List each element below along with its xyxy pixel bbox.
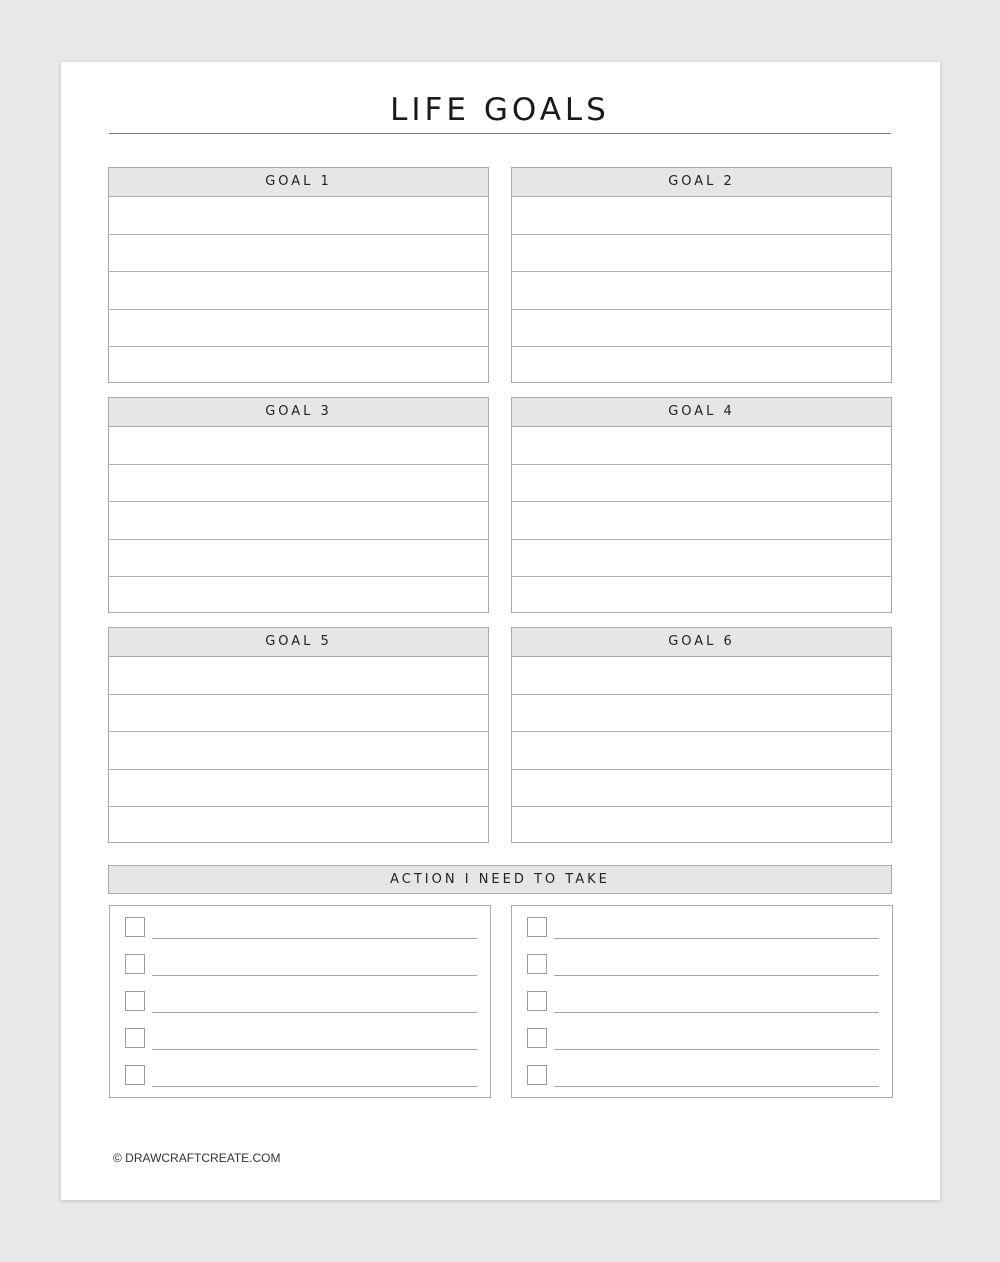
goal-writing-line[interactable]: [512, 807, 891, 845]
goal-writing-line[interactable]: [512, 197, 891, 235]
action-item: [125, 1065, 477, 1087]
checkbox[interactable]: [527, 954, 547, 974]
action-writing-line[interactable]: [152, 1049, 477, 1050]
goal-writing-line[interactable]: [109, 770, 488, 808]
goal-writing-line[interactable]: [109, 427, 488, 465]
goal-writing-line[interactable]: [512, 235, 891, 273]
action-writing-line[interactable]: [554, 1086, 879, 1087]
goal-writing-line[interactable]: [109, 657, 488, 695]
goal-writing-line[interactable]: [512, 427, 891, 465]
goal-writing-line[interactable]: [512, 577, 891, 615]
goal-writing-line[interactable]: [109, 465, 488, 503]
goal-box-3: [108, 397, 489, 613]
action-item: [527, 917, 879, 939]
goal-box-1: [108, 167, 489, 383]
checkbox[interactable]: [125, 954, 145, 974]
goal-writing-line[interactable]: [109, 577, 488, 615]
goal-box-6: [511, 627, 892, 843]
title-divider: [109, 133, 891, 134]
checkbox[interactable]: [125, 1028, 145, 1048]
goal-header-4: GOAL 4: [512, 398, 891, 427]
goal-writing-line[interactable]: [109, 272, 488, 310]
action-item: [527, 1028, 879, 1050]
goal-writing-line[interactable]: [109, 502, 488, 540]
goal-header-6: GOAL 6: [512, 628, 891, 657]
goal-box-4: [511, 397, 892, 613]
goal-header-5: GOAL 5: [109, 628, 488, 657]
checkbox[interactable]: [527, 917, 547, 937]
goal-writing-line[interactable]: [109, 807, 488, 845]
action-writing-line[interactable]: [152, 1012, 477, 1013]
goal-box-5: [108, 627, 489, 843]
goal-writing-line[interactable]: [512, 770, 891, 808]
goal-writing-line[interactable]: [109, 235, 488, 273]
action-list-right: [511, 905, 893, 1098]
checkbox[interactable]: [527, 991, 547, 1011]
goal-writing-line[interactable]: [512, 310, 891, 348]
checkbox[interactable]: [527, 1028, 547, 1048]
action-writing-line[interactable]: [554, 1049, 879, 1050]
goal-writing-line[interactable]: [109, 310, 488, 348]
action-item: [527, 954, 879, 976]
action-writing-line[interactable]: [554, 938, 879, 939]
action-item: [527, 991, 879, 1013]
checkbox[interactable]: [125, 1065, 145, 1085]
copyright-footer: © DRAWCRAFTCREATE.COM: [113, 1151, 281, 1165]
goal-writing-line[interactable]: [512, 465, 891, 503]
goal-writing-line[interactable]: [512, 347, 891, 385]
goal-box-2: [511, 167, 892, 383]
goal-writing-line[interactable]: [109, 197, 488, 235]
checkbox[interactable]: [527, 1065, 547, 1085]
action-item: [527, 1065, 879, 1087]
action-item: [125, 954, 477, 976]
action-item: [125, 991, 477, 1013]
goal-writing-line[interactable]: [109, 347, 488, 385]
goal-header-2: GOAL 2: [512, 168, 891, 197]
action-section-header: ACTION I NEED TO TAKE: [108, 865, 892, 894]
action-writing-line[interactable]: [152, 938, 477, 939]
page-title: LIFE GOALS: [390, 92, 610, 128]
goal-header-1: GOAL 1: [109, 168, 488, 197]
goal-header-3: GOAL 3: [109, 398, 488, 427]
goal-writing-line[interactable]: [109, 540, 488, 578]
action-item: [125, 1028, 477, 1050]
goal-writing-line[interactable]: [512, 540, 891, 578]
action-writing-line[interactable]: [152, 1086, 477, 1087]
action-item: [125, 917, 477, 939]
action-list-left: [109, 905, 491, 1098]
action-writing-line[interactable]: [152, 975, 477, 976]
action-writing-line[interactable]: [554, 1012, 879, 1013]
goal-writing-line[interactable]: [512, 502, 891, 540]
checkbox[interactable]: [125, 917, 145, 937]
checkbox[interactable]: [125, 991, 145, 1011]
goal-writing-line[interactable]: [109, 732, 488, 770]
goal-writing-line[interactable]: [512, 732, 891, 770]
goal-writing-line[interactable]: [512, 657, 891, 695]
goal-writing-line[interactable]: [512, 695, 891, 733]
goal-writing-line[interactable]: [109, 695, 488, 733]
action-writing-line[interactable]: [554, 975, 879, 976]
goal-writing-line[interactable]: [512, 272, 891, 310]
